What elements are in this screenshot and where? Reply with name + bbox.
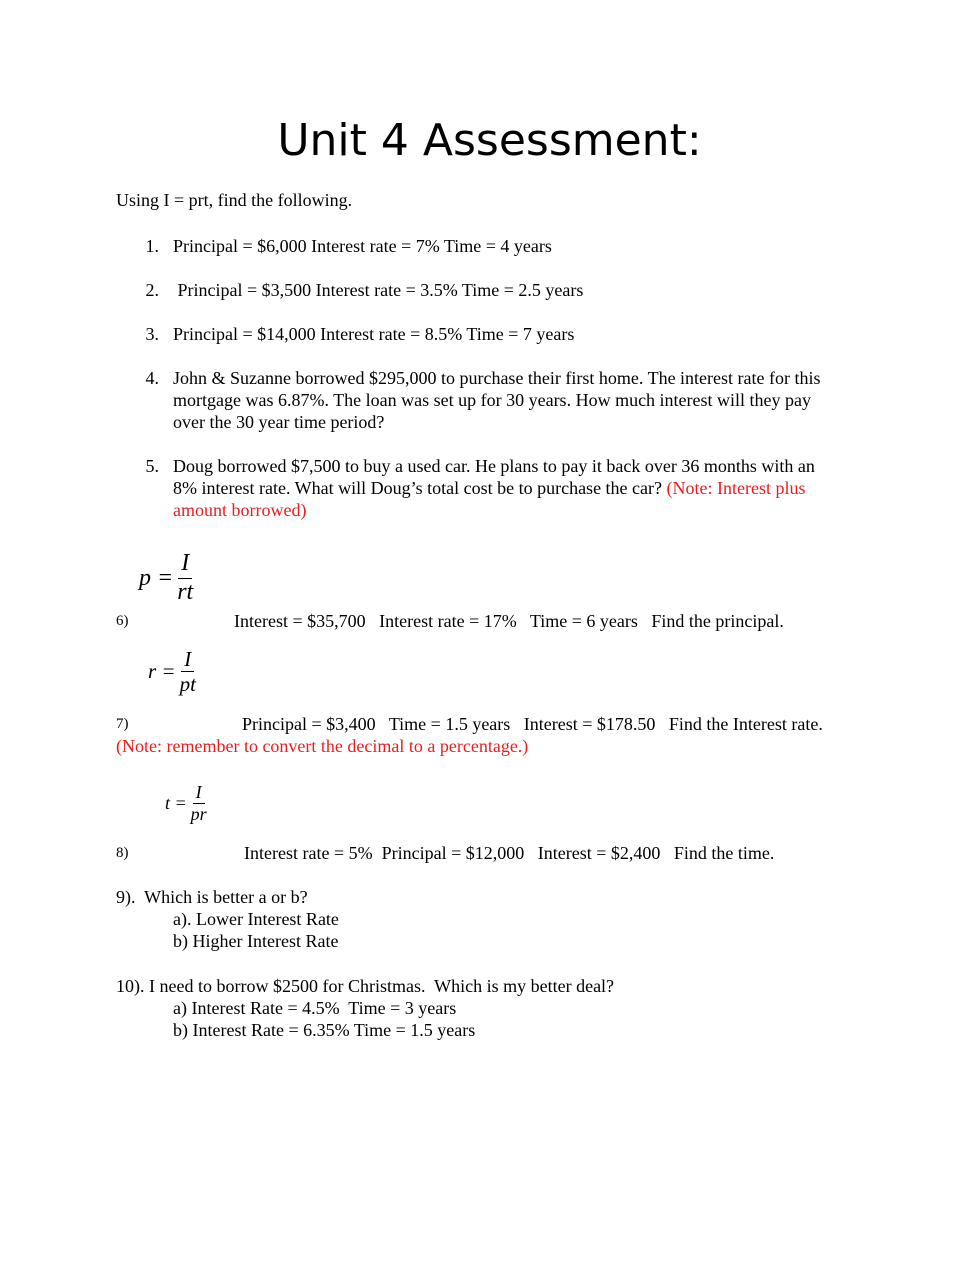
formula-denominator: pr <box>190 803 207 824</box>
question-number: 3. <box>145 324 159 344</box>
formula-numerator: I <box>178 550 192 579</box>
formula-fraction <box>191 782 207 824</box>
question-8-label: 8) <box>116 845 129 861</box>
note-text: amount borrowed) <box>173 500 307 520</box>
question-text-line: John & Suzanne borrowed $295,000 to purchase their first home. The interest rate for this <box>173 368 821 388</box>
question-text-line: over the 30 year time period? <box>173 412 385 432</box>
formula-lhs: t = <box>165 792 187 813</box>
question-number: 5. <box>145 456 159 476</box>
question-7-label: 7) <box>116 716 129 732</box>
question-10-text: 10). I need to borrow $2500 for Christmas. Which is my better deal? <box>116 976 615 996</box>
formula-denominator: rt <box>177 578 194 605</box>
question-6-label: 6) <box>116 613 129 629</box>
formula-lhs: p = <box>139 564 174 591</box>
question-text-line: Doug borrowed $7,500 to buy a used car. He plans to pay it back over 36 months with an <box>173 456 815 476</box>
question-number: 1. <box>145 236 159 256</box>
question-8-text: Interest rate = 5% Principal = $12,000 Interest = $2,400 Find the time. <box>244 843 775 863</box>
formula-numerator: I <box>193 782 205 804</box>
question-text-line: mortgage was 6.87%. The loan was set up for 30 years. How much interest will they pay <box>173 390 812 410</box>
question-text-line <box>173 477 805 499</box>
formula-numerator: I <box>181 647 194 672</box>
question-7-note: (Note: remember to convert the decimal to a percentage.) <box>116 736 529 756</box>
formula-lhs: r = <box>148 659 176 684</box>
principal-formula <box>139 550 193 606</box>
formula-fraction <box>180 647 196 696</box>
question-9-option-b: b) Higher Interest Rate <box>173 931 339 951</box>
question-10-option-a: a) Interest Rate = 4.5% Time = 3 years <box>173 998 457 1018</box>
rate-formula <box>148 647 196 696</box>
question-6-text: Interest = $35,700 Interest rate = 17% Time = 6 years Find the principal. <box>234 611 784 631</box>
formula-denominator: pt <box>179 672 196 697</box>
question-text: 8% interest rate. What will Doug’s total cost be to purchase the car? <box>173 478 667 498</box>
question-7-text: Principal = $3,400 Time = 1.5 years Interest = $178.50 Find the Interest rate. <box>242 714 823 734</box>
page-title: Unit 4 Assessment: <box>277 115 702 166</box>
note-text: (Note: Interest plus <box>666 478 806 498</box>
question-10-option-b: b) Interest Rate = 6.35% Time = 1.5 years <box>173 1020 476 1040</box>
time-formula <box>165 782 207 824</box>
formula-fraction <box>177 550 193 606</box>
question-9-option-a: a). Lower Interest Rate <box>173 909 339 929</box>
question-text: Principal = $3,500 Interest rate = 3.5% Time = 2.5 years <box>173 280 584 300</box>
question-number: 2. <box>145 280 159 300</box>
question-text: Principal = $6,000 Interest rate = 7% Time = 4 years <box>173 236 552 256</box>
intro-text: Using I = prt, find the following. <box>116 190 353 210</box>
question-number: 4. <box>145 368 159 388</box>
question-text: Principal = $14,000 Interest rate = 8.5% Time = 7 years <box>173 324 575 344</box>
question-9-text: 9). Which is better a or b? <box>116 887 308 907</box>
